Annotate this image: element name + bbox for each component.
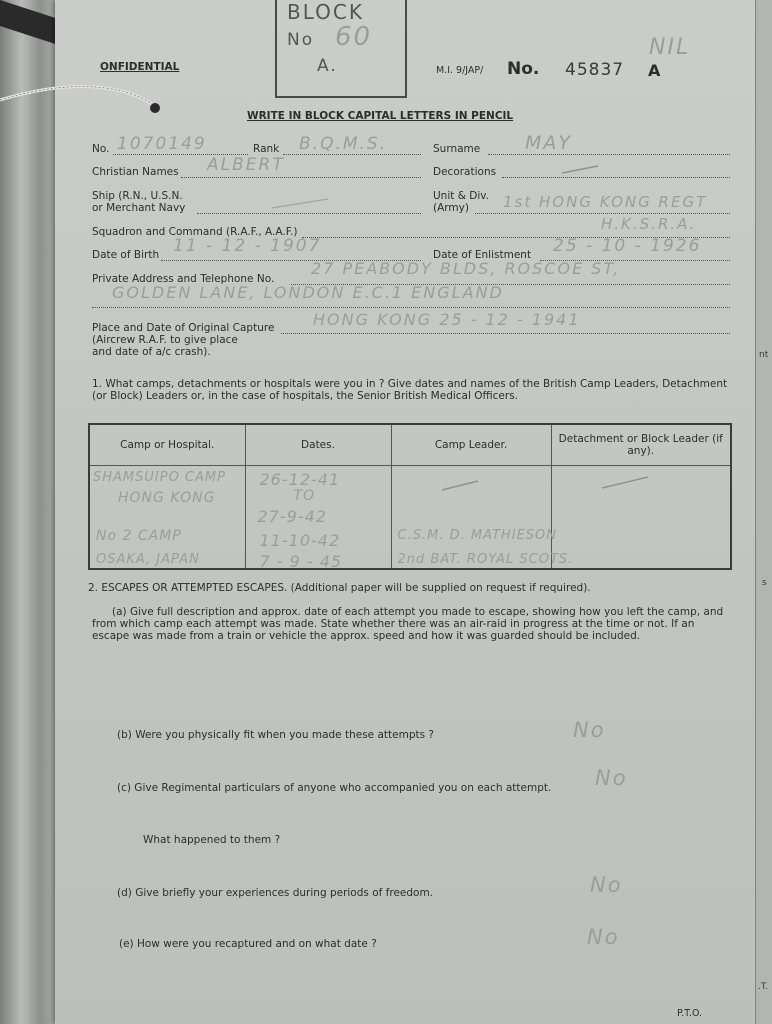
confidential-label: ONFIDENTIAL [100,61,180,73]
camp-1-name: SHAMSUIPO CAMP [93,470,226,486]
leader-1-dash [440,478,480,492]
nil-handwritten: NIL [649,35,691,60]
dates-2-to: 7 - 9 - 45 [259,552,343,572]
column-header: Camp or Hospital. [89,424,245,466]
question-2d-text: (d) Give briefly your experiences during periods of freedom. [117,887,434,899]
decorations-dash [560,163,600,175]
camp-leader-cell [391,466,574,569]
unit-value-2: H.K.S.R.A. [601,215,697,233]
instruction-heading: WRITE IN BLOCK CAPITAL LETTERS IN PENCIL [247,110,514,122]
capture-value: HONG KONG 25 - 12 - 1941 [313,310,581,329]
unit-label: Unit & Div. [433,190,489,202]
unit-value: 1st HONG KONG REGT [503,193,708,211]
christian-names-label: Christian Names [92,166,179,178]
question-2a-text-3: escape was made from a train or vehicle the approx. speed and how it was guarded should be included. [92,630,641,642]
answer-2d: No [590,873,623,897]
question-2a-text: (a) Give full description and approx. date of each attempt you made to escape, showing how you left the camp, and [112,606,724,618]
camp-1-place: HONG KONG [118,490,216,507]
dates-cell [245,466,391,572]
serial-number: 45837 [565,60,625,80]
address-label: Private Address and Telephone No. [92,273,275,285]
capture-label-2: (Aircrew R.A.F. to give place [92,334,238,346]
ship-dash [270,196,330,210]
edge-mark: nt [759,350,769,360]
question-2c-followup: What happened to them ? [143,834,281,846]
answer-2c: No [595,766,628,790]
form-page [55,0,755,1024]
question-1-text-2: (or Block) Leaders or, in the case of hospitals, the Senior British Medical Officers. [92,390,519,402]
file-binder [0,0,62,1024]
stamp-block-text: BLOCK [287,0,364,24]
next-page-edge [755,0,772,1024]
question-2-heading: 2. ESCAPES OR ATTEMPTED ESCAPES. (Additional paper will be supplied on request if required). [88,582,591,594]
edge-mark: s [762,578,767,588]
dates-1-to: 27-9-42 [257,507,327,527]
squadron-label: Squadron and Command (R.A.F., A.A.F.) [92,226,298,238]
rank-value: B.Q.M.S. [299,134,388,154]
ship-label-2: or Merchant Navy [92,202,186,214]
detachment-1-dash [600,474,650,490]
dob-value: 11 - 12 - 1907 [173,236,322,256]
camp-cell [89,466,245,569]
pto-label: P.T.O. [677,1008,703,1019]
question-2a-text-2: from which camp each attempt was made. State whether there was an air-raid in progress at the time or not. If an [92,618,695,630]
column-header: Dates. [245,424,391,466]
stamp-no-text: No [287,30,315,50]
stamp-letter: A. [317,56,338,76]
stamp-number-handwritten: 60 [335,22,373,52]
block-stamp [275,0,407,98]
question-1-text: 1. What camps, detachments or hospitals were you in ? Give dates and names of the British Camp Leaders, Detachment [92,378,728,390]
dates-1-from: 26-12-41 [259,470,341,490]
detachment-leader-cell [551,466,731,569]
service-no-label: No. [92,143,110,155]
question-2e-text: (e) How were you recaptured and on what date ? [119,938,377,950]
service-no-value: 1070149 [117,134,207,154]
column-header: Camp Leader. [391,424,551,466]
decorations-label: Decorations [433,166,497,178]
dates-1-to-word: TO [293,488,316,505]
ship-label: Ship (R.N., U.S.N. [92,190,183,202]
edge-mark: .T. [758,982,769,992]
leader-2-name: C.S.M. D. MATHIESON [397,528,557,544]
surname-value: MAY [525,132,572,154]
capture-label-3: and date of a/c crash). [92,346,211,358]
answer-2e: No [587,925,620,949]
camp-2-place: OSAKA, JAPAN [96,552,200,568]
address-value-2: GOLDEN LANE, LONDON E.C.1 ENGLAND [112,283,504,302]
answer-2b: No [573,718,606,742]
unit-label-2: (Army) [433,202,469,214]
enlistment-value: 25 - 10 - 1926 [553,236,702,256]
rank-label: Rank [253,143,280,155]
series-letter: A [648,61,661,80]
question-2b-text: (b) Were you physically fit when you made these attempts ? [117,729,434,741]
serial-no-label: No. [507,59,540,79]
dates-2-from: 11-10-42 [259,531,341,551]
address-value: 27 PEABODY BLDS, ROSCOE ST, [311,259,621,278]
christian-names-value: ALBERT [207,155,285,175]
surname-label: Surname [433,143,481,155]
camps-table [88,423,732,570]
camp-2-name: No 2 CAMP [96,528,182,545]
capture-label: Place and Date of Original Capture [92,322,275,334]
question-2c-text: (c) Give Regimental particulars of anyone who accompanied you on each attempt. [117,782,552,794]
column-header: Detachment or Block Leader (if any). [551,424,731,466]
enlistment-label: Date of Enlistment [433,249,532,261]
form-reference: M.I. 9/JAP/ [436,65,484,76]
dob-label: Date of Birth [92,249,160,261]
leader-2-unit: 2nd BAT. ROYAL SCOTS. [397,552,574,568]
